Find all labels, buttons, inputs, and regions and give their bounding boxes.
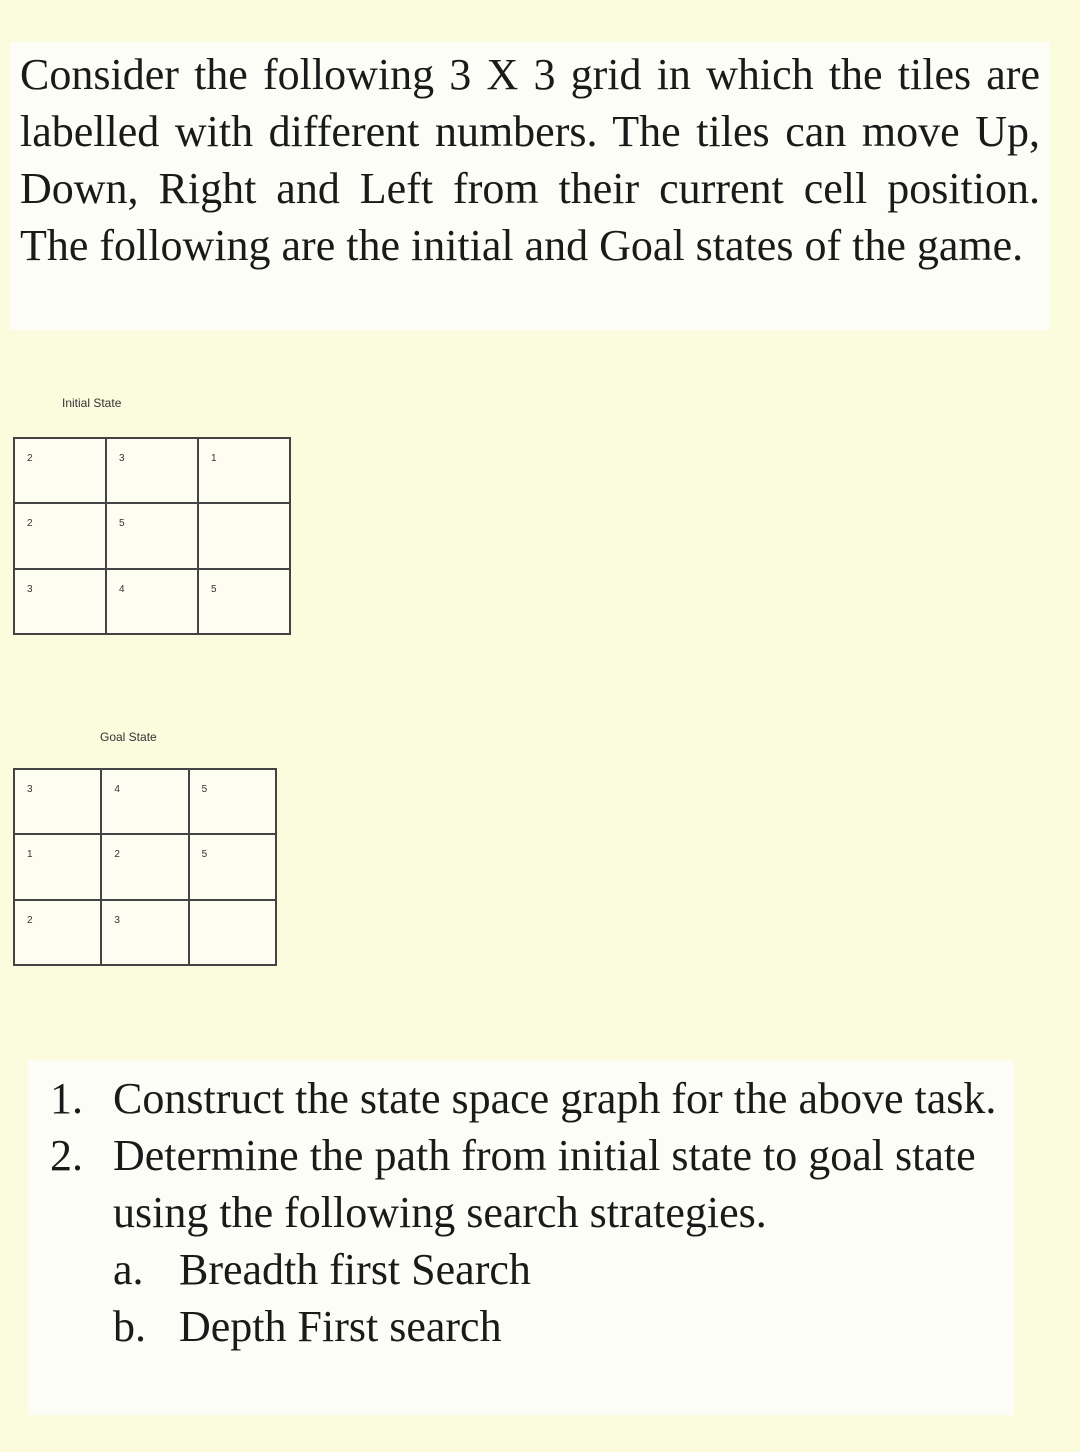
- grid-cell: [14, 503, 106, 568]
- grid-cell: [198, 503, 290, 568]
- grid-cell: [106, 569, 198, 634]
- tile-value: 2: [27, 914, 33, 926]
- strategy-letter: b.: [113, 1302, 146, 1351]
- grid-cell: [189, 769, 276, 834]
- tile-value: 5: [201, 784, 208, 795]
- strategy-list: [50, 1241, 1010, 1355]
- tile-value: 5: [201, 849, 208, 861]
- strategy-list-item: [50, 1241, 1010, 1355]
- intro-paragraph: Consider the following 3 X 3 grid in which the tiles are labelled with different numbers. The tiles can move Up, Down, Right and Left from their current cell position. The following are the initial and Goal states of the game.: [20, 50, 1040, 270]
- grid-cell: [14, 834, 101, 899]
- grid-cell: [106, 438, 198, 503]
- question-list: [50, 1070, 1010, 1355]
- tile-value: 2: [27, 453, 33, 464]
- grid-cell: [14, 769, 101, 834]
- tile-value: [199, 504, 289, 518]
- question-item: [50, 1070, 1010, 1127]
- grid-cell: [101, 834, 188, 899]
- goal-state-caption: Goal State: [100, 730, 157, 744]
- tile-value: [190, 901, 275, 915]
- strategy-letter: a.: [113, 1245, 144, 1294]
- grid-cell: [189, 834, 276, 899]
- tile-value: 5: [119, 518, 125, 530]
- grid-cell: [14, 569, 106, 634]
- strategy-item: [50, 1298, 1010, 1355]
- question-item: [50, 1127, 1010, 1241]
- tile-value: 3: [27, 583, 33, 595]
- tile-value: 1: [27, 849, 33, 861]
- grid-cell: [14, 438, 106, 503]
- grid-row: [14, 769, 276, 834]
- grid-cell: [189, 900, 276, 965]
- question-text: Determine the path from initial state to goal state using the following search strategies.: [113, 1131, 976, 1237]
- grid-cell: [106, 503, 198, 568]
- grid-row: [14, 438, 290, 503]
- goal-state-grid: [13, 768, 277, 966]
- question-number: 2.: [50, 1131, 83, 1180]
- tile-value: 4: [114, 784, 120, 795]
- strategy-item: [50, 1241, 1010, 1298]
- initial-state-grid: [13, 437, 291, 635]
- strategy-text: Breadth first Search: [179, 1245, 531, 1294]
- grid-cell: [101, 769, 188, 834]
- tile-value: 2: [114, 849, 120, 861]
- tile-value: 5: [211, 583, 217, 595]
- grid-row: [14, 503, 290, 568]
- question-number: 1.: [50, 1074, 83, 1123]
- question-text: Construct the state space graph for the above task.: [113, 1074, 997, 1123]
- tile-value: 3: [114, 914, 120, 926]
- grid-cell: [101, 900, 188, 965]
- tile-value: 3: [119, 453, 125, 464]
- tile-value: 2: [27, 518, 33, 530]
- grid-cell: [198, 438, 290, 503]
- initial-state-caption: Initial State: [62, 396, 122, 410]
- tile-value: 4: [119, 583, 125, 595]
- grid-row: [14, 569, 290, 634]
- grid-cell: [198, 569, 290, 634]
- tile-value: 1: [211, 453, 217, 464]
- grid-cell: [14, 900, 101, 965]
- strategy-text: Depth First search: [179, 1302, 502, 1351]
- grid-row: [14, 834, 276, 899]
- grid-row: [14, 900, 276, 965]
- tile-value: 3: [27, 784, 33, 795]
